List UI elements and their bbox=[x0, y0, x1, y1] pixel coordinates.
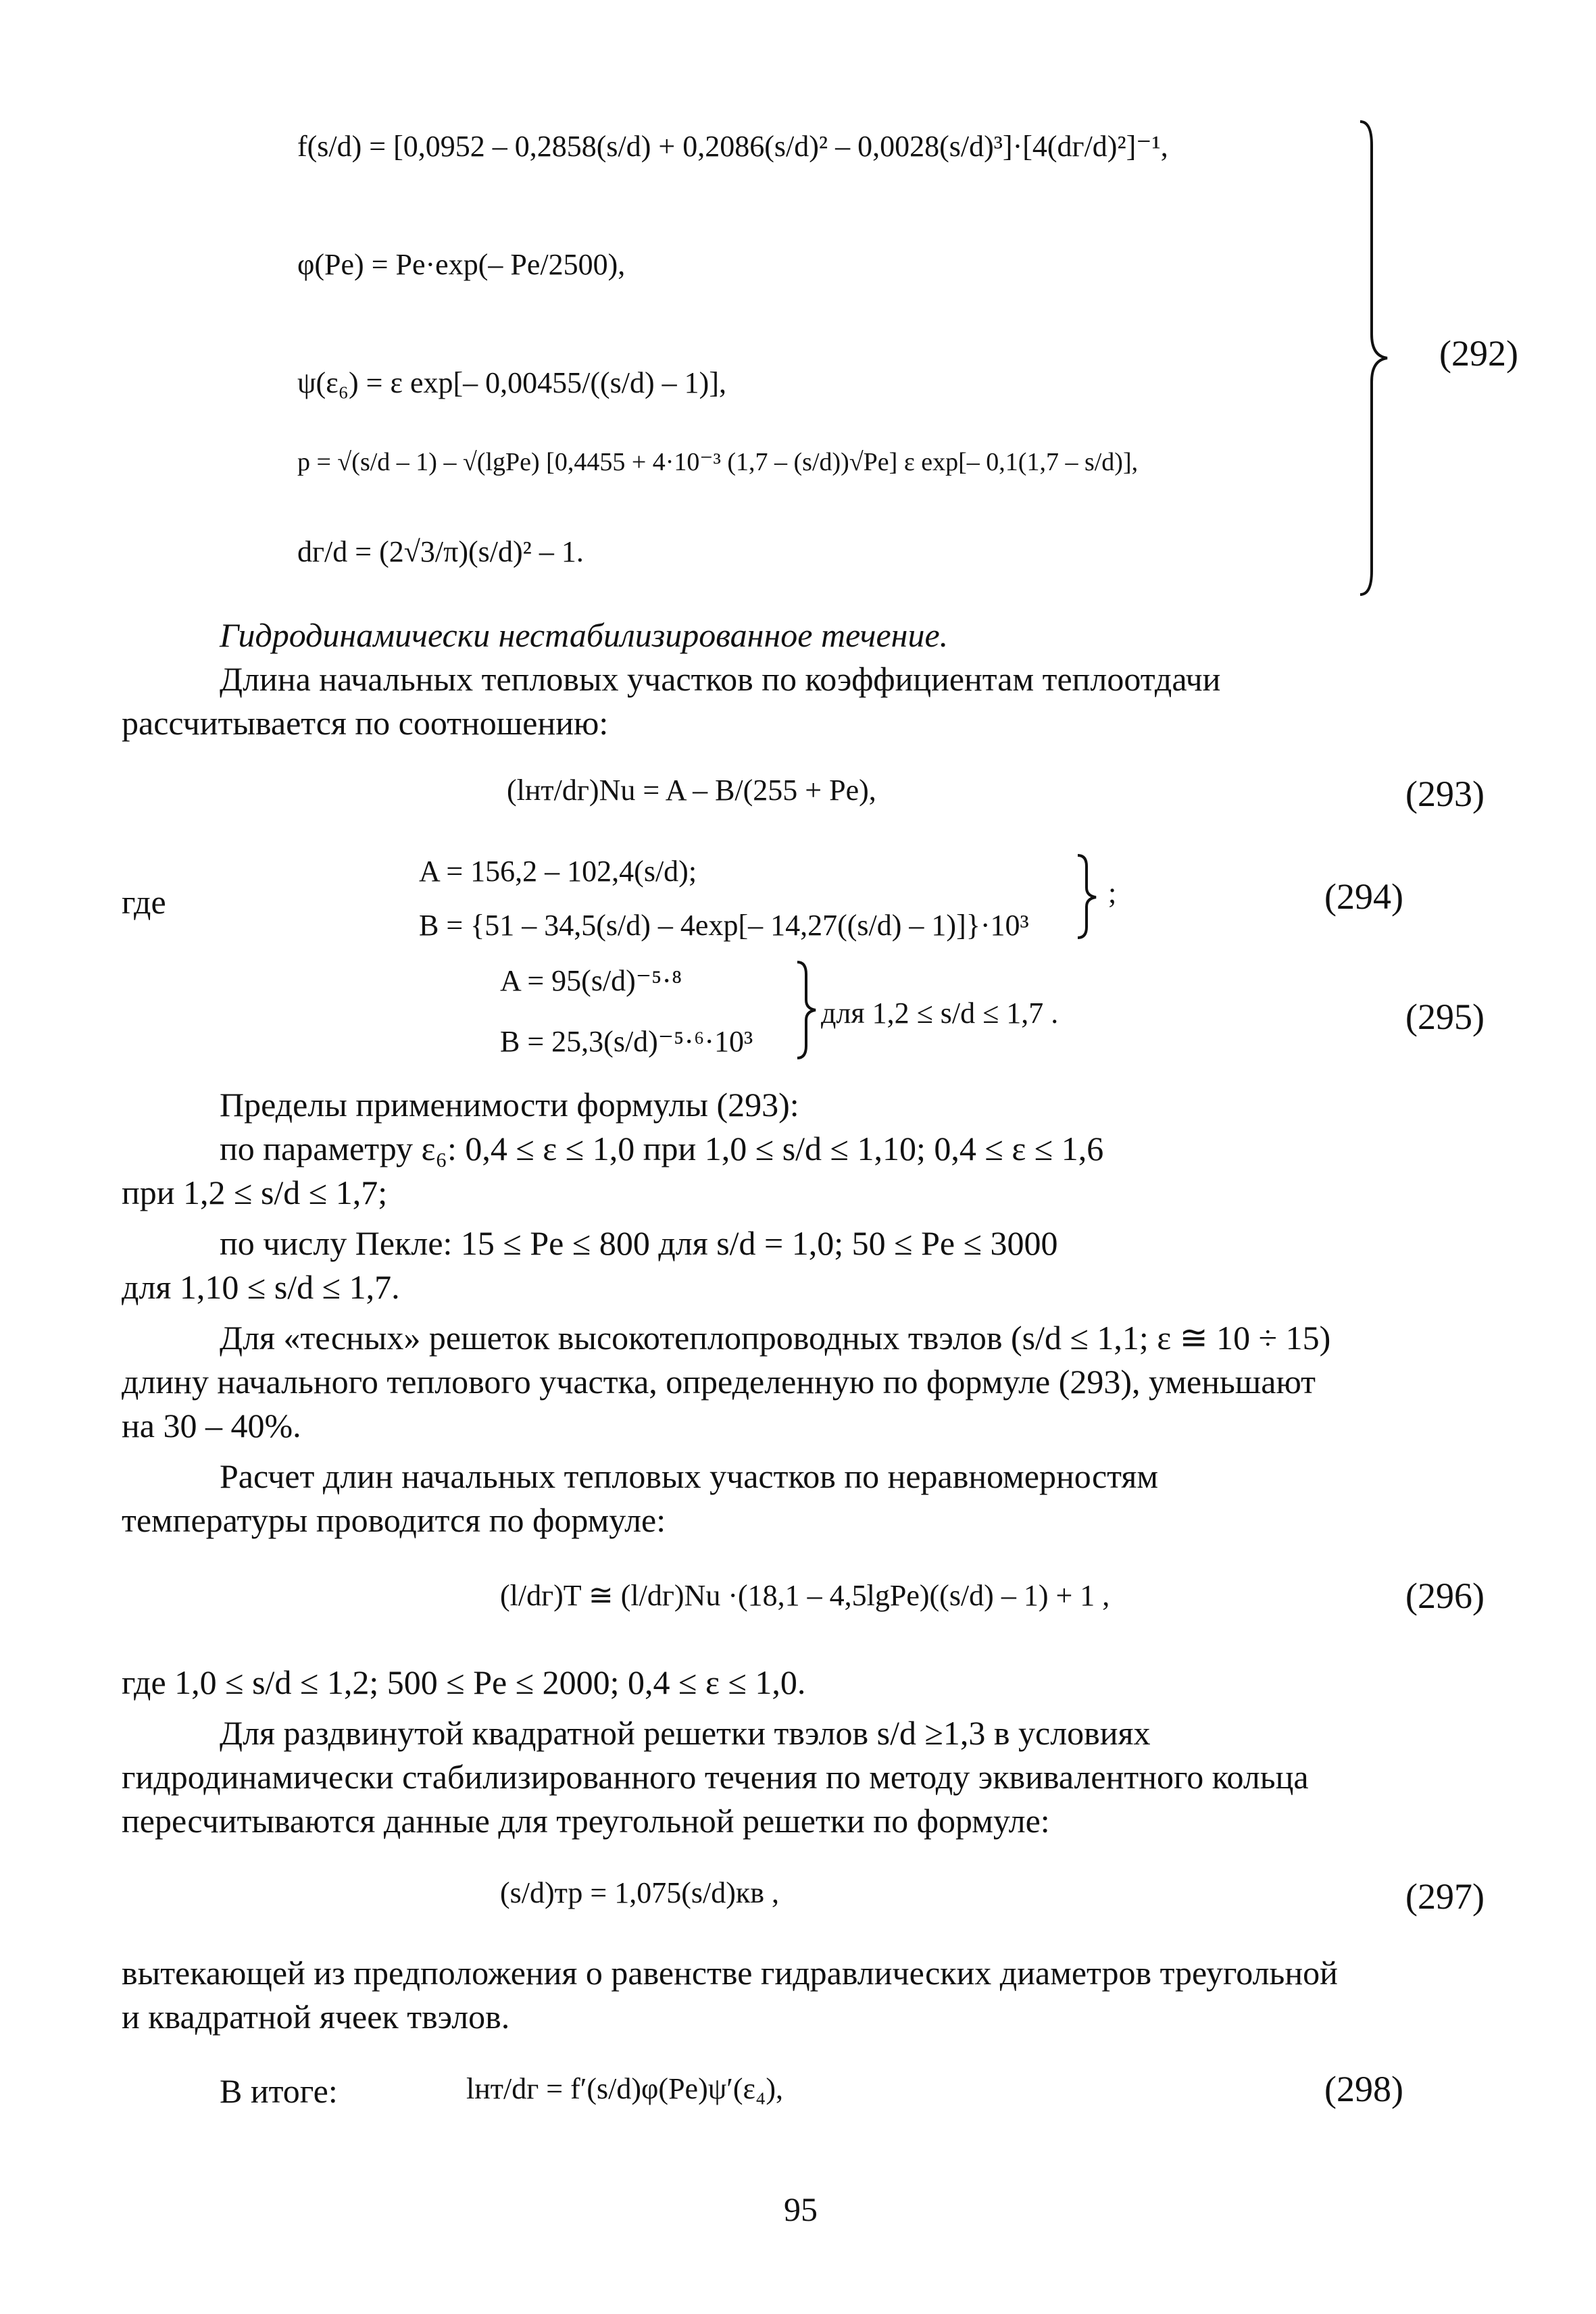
eq295-line2: B = 25,3(s/d)⁻⁵·⁶·10³ bbox=[500, 1025, 753, 1058]
paragraph-8-line-3: пересчитываются данные для треугольной решетки по формуле: bbox=[122, 1802, 1050, 1840]
eq293-formula: (lнт/dг)Nu = A – B/(255 + Pe), bbox=[507, 774, 876, 807]
eq294-number: (294) bbox=[1324, 876, 1403, 917]
paragraph-1-line-1: Длина начальных тепловых участков по коэффициентам теплоотдачи bbox=[220, 660, 1221, 698]
paragraph-2: Пределы применимости формулы (293): bbox=[220, 1086, 799, 1124]
eq293-number: (293) bbox=[1405, 774, 1485, 814]
paragraph-8-line-2: гидродинамически стабилизированного течения по методу эквивалентного кольца bbox=[122, 1758, 1309, 1796]
eq295-line1: A = 95(s/d)⁻⁵·⁸ bbox=[500, 964, 682, 997]
paragraph-1-line-2: рассчитывается по соотношению: bbox=[122, 704, 609, 742]
eq294-label: где bbox=[122, 883, 166, 921]
eq295-right-brace bbox=[794, 959, 821, 1061]
paragraph-5-line-2: длину начального теплового участка, определенную по формуле (293), уменьшают bbox=[122, 1363, 1316, 1401]
eq297-formula: (s/d)тр = 1,075(s/d)кв , bbox=[500, 1876, 780, 1909]
paragraph-8-line-1: Для раздвинутой квадратной решетки твэлов s/d ≥1,3 в условиях bbox=[220, 1714, 1151, 1752]
eq292-line5: dг/d = (2√3/π)(s/d)² – 1. bbox=[297, 535, 584, 568]
eq292-number: (292) bbox=[1439, 333, 1518, 374]
paragraph-4-line-2: для 1,10 ≤ s/d ≤ 1,7. bbox=[122, 1268, 400, 1306]
eq297-number: (297) bbox=[1405, 1876, 1485, 1917]
paragraph-9-line-2: и квадратной ячеек твэлов. bbox=[122, 1998, 510, 2036]
paragraph-5-line-1: Для «тесных» решеток высокотеплопроводных твэлов (s/d ≤ 1,1; ε ≅ 10 ÷ 15) bbox=[220, 1319, 1331, 1357]
eq294-right-brace bbox=[1074, 853, 1101, 940]
paragraph-6-line-1: Расчет длин начальных тепловых участков по неравномерностям bbox=[220, 1457, 1158, 1495]
eq295-number: (295) bbox=[1405, 997, 1485, 1037]
eq298-number: (298) bbox=[1324, 2069, 1403, 2109]
eq292-line2: φ(Pe) = Pe·exp(– Pe/2500), bbox=[297, 248, 626, 281]
eq292-line3: ψ(ε₆) = ε exp[– 0,00455/((s/d) – 1)], bbox=[297, 366, 726, 399]
page-number: 95 bbox=[784, 2190, 818, 2228]
eq294-tail: ; bbox=[1108, 876, 1117, 909]
eq295-condition: для 1,2 ≤ s/d ≤ 1,7 . bbox=[821, 997, 1059, 1030]
paragraph-5-line-3: на 30 – 40%. bbox=[122, 1407, 301, 1444]
paragraph-9-line-1: вытекающей из предположения о равенстве гидравлических диаметров треугольной bbox=[122, 1954, 1338, 1992]
eq292-line1: f(s/d) = [0,0952 – 0,2858(s/d) + 0,2086(s/d)² – 0,0028(s/d)³]·[4(dг/d)²]⁻¹, bbox=[297, 130, 1168, 163]
eq296-number: (296) bbox=[1405, 1576, 1485, 1616]
subheading: Гидродинамически нестабилизированное течение. bbox=[220, 616, 949, 654]
eq298-formula: lнт/dг = f′(s/d)φ(Pe)ψ′(ε₄), bbox=[466, 2072, 784, 2105]
eq292-right-brace bbox=[1355, 118, 1395, 598]
paragraph-7: где 1,0 ≤ s/d ≤ 1,2; 500 ≤ Pe ≤ 2000; 0,4 ≤ ε ≤ 1,0. bbox=[122, 1663, 806, 1701]
paragraph-3-line-2: при 1,2 ≤ s/d ≤ 1,7; bbox=[122, 1174, 388, 1211]
eq296-formula: (l/dг)T ≅ (l/dг)Nu ·(18,1 – 4,5lgPe)((s/d) – 1) + 1 , bbox=[500, 1579, 1110, 1612]
paragraph-3-line-1: по параметру ε₆: 0,4 ≤ ε ≤ 1,0 при 1,0 ≤ s/d ≤ 1,10; 0,4 ≤ ε ≤ 1,6 bbox=[220, 1130, 1104, 1167]
paragraph-4-line-1: по числу Пекле: 15 ≤ Pe ≤ 800 для s/d = 1,0; 50 ≤ Pe ≤ 3000 bbox=[220, 1224, 1058, 1262]
eq298-label: В итоге: bbox=[220, 2072, 338, 2110]
paragraph-6-line-2: температуры проводится по формуле: bbox=[122, 1501, 666, 1539]
eq292-line4: p = √(s/d – 1) – √(lgPe) [0,4455 + 4·10⁻³ (1,7 – (s/d))√Pe] ε exp[– 0,1(1,7 – s/d)], bbox=[297, 448, 1139, 476]
eq294-line1: A = 156,2 – 102,4(s/d); bbox=[419, 855, 697, 888]
eq294-line2: B = {51 – 34,5(s/d) – 4exp[– 14,27((s/d) – 1)]}·10³ bbox=[419, 909, 1029, 942]
